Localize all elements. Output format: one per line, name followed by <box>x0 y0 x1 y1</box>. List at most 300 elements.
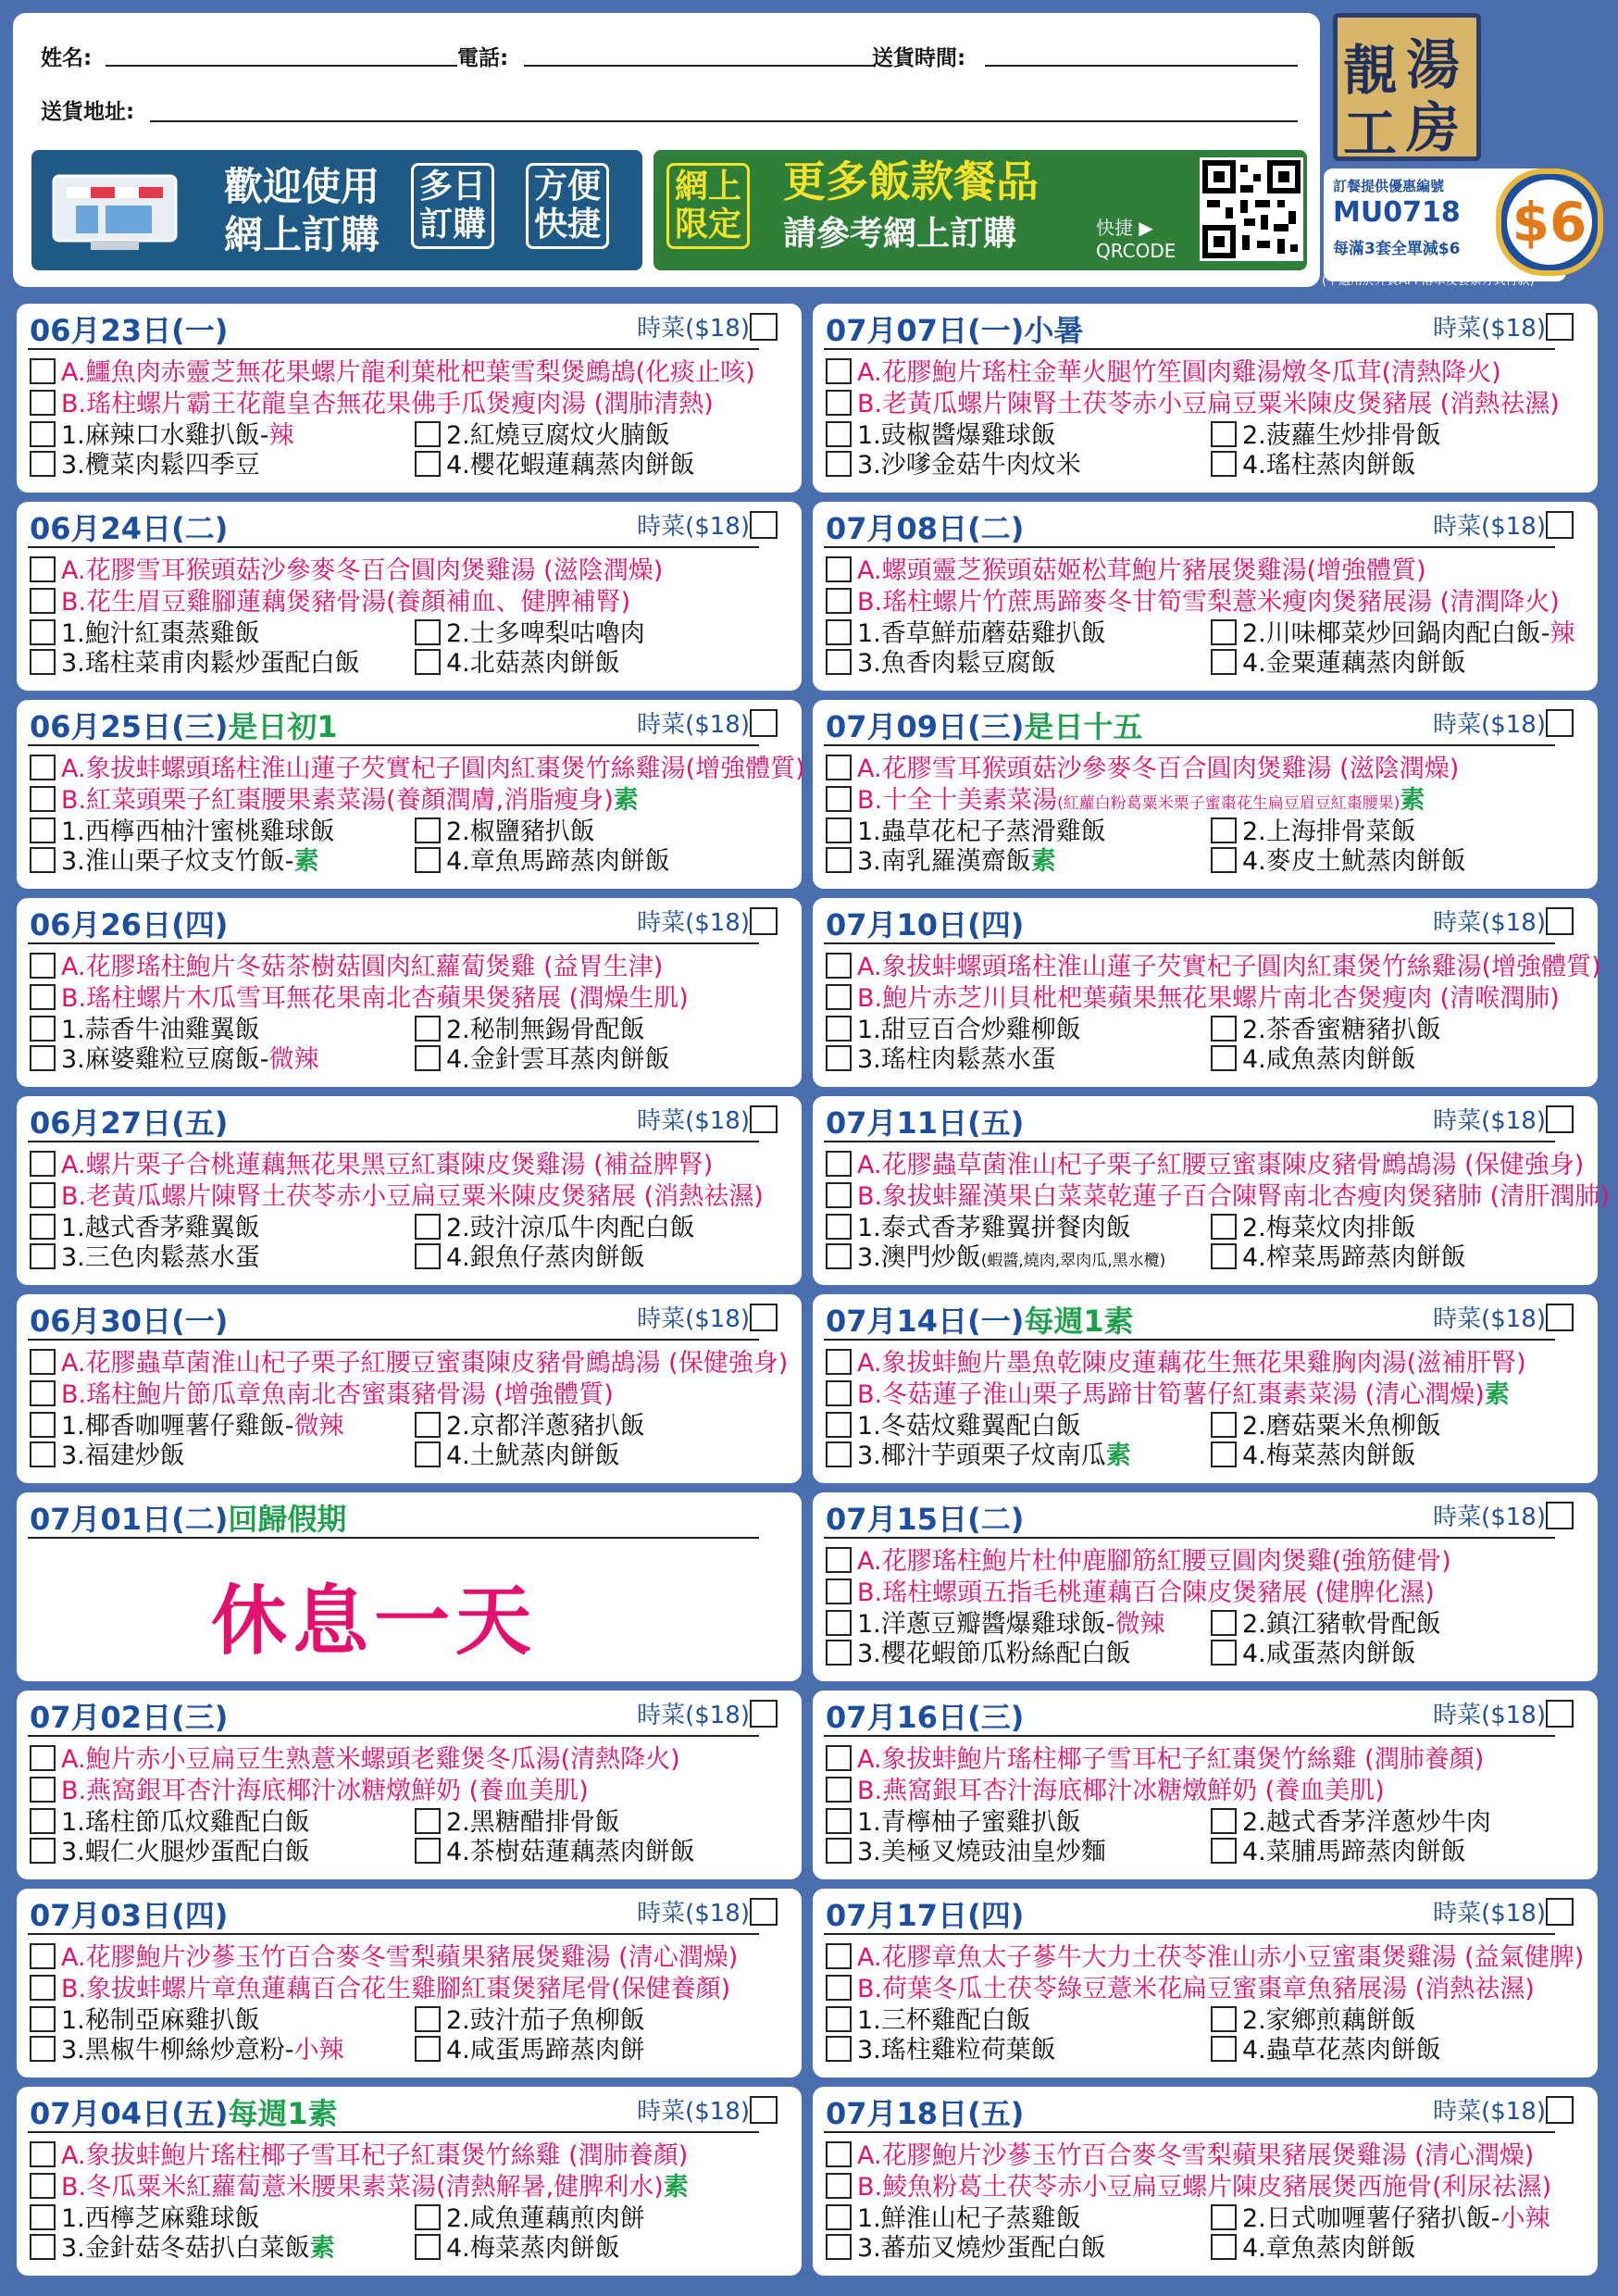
soup-b-checkbox[interactable] <box>826 786 852 812</box>
meal-m3-checkbox[interactable] <box>30 847 56 873</box>
meal-m4-checkbox[interactable] <box>1211 1640 1237 1666</box>
soup-b-checkbox[interactable] <box>30 1182 56 1208</box>
meal-m2-label: 2.越式香茅洋蔥炒牛肉 <box>1242 1808 1491 1837</box>
veg-checkbox[interactable] <box>750 1700 778 1728</box>
soup-b-row <box>826 587 1560 618</box>
meal-m2-checkbox[interactable] <box>415 1808 441 1834</box>
meal-m2-checkbox[interactable] <box>1211 1214 1237 1240</box>
day-card <box>813 1492 1598 1681</box>
soup-b-label: B.花生眉豆雞腳蓮藕煲豬骨湯(養顏補血、健脾補腎) <box>61 588 631 617</box>
day-card <box>17 2087 802 2276</box>
day-card <box>17 700 805 889</box>
meal-m3-label: 3.美極叉燒豉油皇炒麵 <box>857 1838 1106 1866</box>
meal-m1-checkbox[interactable] <box>826 1610 852 1636</box>
veg-price-label: 時菜($18) <box>1433 1305 1546 1333</box>
meal-m2-checkbox[interactable] <box>1211 421 1237 447</box>
meal-m1-checkbox[interactable] <box>30 421 56 447</box>
day-date <box>30 1694 228 1737</box>
meal-m1-row <box>30 1807 310 1839</box>
meal-m1-checkbox[interactable] <box>826 2204 852 2230</box>
meal-m1-checkbox[interactable] <box>826 1016 852 1042</box>
date-underline <box>824 1537 1555 1539</box>
veg-checkbox[interactable] <box>1546 2096 1574 2124</box>
meal-m3-checkbox[interactable] <box>826 2036 852 2062</box>
meal-m4-checkbox[interactable] <box>415 1838 441 1864</box>
soup-a-checkbox[interactable] <box>30 1943 56 1969</box>
soup-b-row <box>826 1776 1385 1807</box>
meal-m3-row <box>30 648 360 680</box>
soup-b-checkbox[interactable] <box>826 1975 852 2001</box>
meal-m4-checkbox[interactable] <box>415 451 441 477</box>
veg-checkbox[interactable] <box>1546 1304 1574 1331</box>
date-note: 是日十五 <box>1024 709 1143 744</box>
soup-a-row <box>826 1150 1584 1181</box>
veg-checkbox[interactable] <box>750 1105 778 1133</box>
date-label: 06月30日(一) <box>30 1304 229 1339</box>
soup-a-row <box>30 754 805 785</box>
meal-m3-row <box>826 1242 1165 1274</box>
soup-a-checkbox[interactable] <box>826 358 852 384</box>
soup-b-row <box>826 983 1560 1015</box>
date-label: 06月23日(一) <box>30 313 229 348</box>
soup-a-label: A.花膠鮑片沙蔘玉竹百合麥冬雪梨蘋果豬展煲雞湯 (清心潤燥) <box>857 2141 1535 2170</box>
meal-m4-row <box>1211 846 1466 878</box>
meal-m1-checkbox[interactable] <box>30 1412 56 1438</box>
date-label: 07月01日(二) <box>30 1502 229 1537</box>
meal-m1-checkbox[interactable] <box>30 2006 56 2032</box>
meal-m2-checkbox[interactable] <box>1211 1808 1237 1834</box>
soup-a-checkbox[interactable] <box>826 1151 852 1177</box>
soup-b-label: B.瑤柱螺片霸王花龍皇杏無花果佛手瓜煲瘦肉湯 (潤肺清熱) <box>61 390 714 418</box>
meal-m3-row <box>30 2035 344 2066</box>
spice-tag: 素 <box>1105 1441 1131 1470</box>
meal-m1-row <box>30 420 294 452</box>
day-date <box>30 1892 228 1935</box>
soup-b-checkbox[interactable] <box>826 1380 852 1406</box>
soup-a-label: A.花膠蟲草菌淮山杞子栗子紅腰豆蜜棗陳皮豬骨鷓鴣湯 (保健強身) <box>61 1349 789 1378</box>
meal-m4-label: 4.菜脯馬蹄蒸肉餅飯 <box>1242 1838 1466 1866</box>
meal-m4-checkbox[interactable] <box>1211 847 1237 873</box>
soup-a-row <box>826 1744 1484 1776</box>
address-label: 送貨地址: <box>41 100 135 124</box>
meal-m2-row <box>415 1015 645 1046</box>
soup-a-checkbox[interactable] <box>826 1547 852 1573</box>
veg-checkbox[interactable] <box>750 511 778 539</box>
meal-m1-checkbox[interactable] <box>30 619 56 645</box>
meal-m1-checkbox[interactable] <box>30 2204 56 2230</box>
meal-m2-row <box>415 1213 695 1244</box>
meal-m3-row <box>826 1639 1131 1670</box>
meal-m4-row <box>1211 1242 1466 1274</box>
veg-price-label: 時菜($18) <box>637 1900 750 1928</box>
meal-m3-checkbox[interactable] <box>30 1045 56 1071</box>
meal-m3-row <box>30 1242 260 1274</box>
date-underline <box>824 2131 1555 2133</box>
meal-m2-label: 2.士多啤梨咕嚕肉 <box>446 619 645 648</box>
veg-price-label: 時菜($18) <box>637 909 750 937</box>
soup-b-row <box>826 2172 1551 2203</box>
veg-checkbox[interactable] <box>750 313 778 341</box>
name-label: 姓名: <box>41 46 93 70</box>
soup-a-checkbox[interactable] <box>826 1349 852 1375</box>
meal-m4-checkbox[interactable] <box>415 1045 441 1071</box>
date-label: 07月07日(一)小暑 <box>826 313 1084 348</box>
day-card <box>17 898 802 1087</box>
meal-m4-checkbox[interactable] <box>1211 451 1237 477</box>
meal-m2-row <box>1211 420 1441 452</box>
meal-m2-checkbox[interactable] <box>415 1214 441 1240</box>
veg-price-label: 時菜($18) <box>637 711 750 739</box>
soup-a-checkbox[interactable] <box>826 556 852 582</box>
soup-b-checkbox[interactable] <box>826 2173 852 2199</box>
date-label: 07月11日(五) <box>826 1105 1025 1141</box>
soup-a-checkbox[interactable] <box>30 755 56 780</box>
meal-m3-label: 3.麻婆雞粒豆腐飯- <box>61 1045 269 1074</box>
meal-m1-checkbox[interactable] <box>826 1808 852 1834</box>
veg-checkbox[interactable] <box>1546 511 1574 539</box>
meal-m2-checkbox[interactable] <box>415 2204 441 2230</box>
soup-a-checkbox[interactable] <box>826 1943 852 1969</box>
meal-m4-row <box>1211 2233 1416 2265</box>
meal-m1-row <box>826 1609 1165 1641</box>
meal-m3-checkbox[interactable] <box>826 1640 852 1666</box>
meal-m3-checkbox[interactable] <box>30 2036 56 2062</box>
soup-b-label: B.燕窩銀耳杏汁海底椰汁冰糖燉鮮奶 (養血美肌) <box>61 1777 589 1805</box>
meal-m3-checkbox[interactable] <box>30 1838 56 1864</box>
meal-m3-label: 3.三色肉鬆蒸水蛋 <box>61 1243 260 1272</box>
soup-b-checkbox[interactable] <box>826 588 852 614</box>
spice-tag: 辣 <box>1550 619 1575 648</box>
meal-m3-label: 3.沙嗲金菇牛肉炆米 <box>857 451 1081 480</box>
meal-m4-row <box>1211 1441 1416 1472</box>
meal-m1-label: 1.香草鮮茄蘑菇雞扒飯 <box>857 619 1106 648</box>
soup-b-row <box>826 1181 1610 1213</box>
date-note: 每週1素 <box>1024 1304 1134 1339</box>
soup-b-checkbox[interactable] <box>826 1182 852 1208</box>
soup-a-checkbox[interactable] <box>826 953 852 979</box>
soup-a-checkbox[interactable] <box>30 1349 56 1375</box>
meal-m2-checkbox[interactable] <box>415 1016 441 1042</box>
meal-m1-checkbox[interactable] <box>30 1016 56 1042</box>
date-label: 06月26日(四) <box>30 907 229 942</box>
meal-m1-checkbox[interactable] <box>30 817 56 843</box>
meal-m1-row <box>826 2005 1031 2037</box>
soup-b-row <box>30 983 689 1015</box>
veg-price-label: 時菜($18) <box>1433 1504 1546 1531</box>
soup-a-label: A.象拔蚌鮑片瑤柱椰子雪耳杞子紅棗煲竹絲雞 (潤肺養顏) <box>61 2141 689 2170</box>
meal-m1-row <box>30 1015 260 1046</box>
meal-m3-checkbox[interactable] <box>826 847 852 873</box>
delivery-time-field[interactable] <box>985 65 1298 67</box>
day-card <box>813 1294 1598 1483</box>
meal-m3-label: 3.澳門炒飯 <box>857 1243 981 1272</box>
date-note: 每週1素 <box>228 2096 338 2131</box>
soup-a-label: A.花膠鮑片瑤柱金華火腿竹笙圓肉雞湯燉冬瓜茸(清熱降火) <box>857 358 1501 387</box>
meal-m4-row <box>415 2233 620 2265</box>
date-underline <box>28 1735 759 1737</box>
soup-b-label: B.鮑片赤芝川貝枇杷葉蘋果無花果螺片南北杏煲瘦肉 (清喉潤肺) <box>857 984 1560 1013</box>
veg-checkbox[interactable] <box>1546 709 1574 737</box>
meal-m3-label: 3.南乳羅漢齋飯 <box>857 847 1031 876</box>
meal-m3-row <box>826 648 1056 680</box>
meal-m2-checkbox[interactable] <box>415 619 441 645</box>
name-field[interactable] <box>106 65 457 67</box>
meal-m4-checkbox[interactable] <box>415 1441 441 1467</box>
meal-m3-checkbox[interactable] <box>826 649 852 675</box>
meal-m2-checkbox[interactable] <box>1211 2204 1237 2230</box>
meal-m4-label: 4.咸蛋蒸肉餅飯 <box>1242 1640 1416 1668</box>
veg-checkbox[interactable] <box>1546 907 1574 935</box>
meal-m2-row <box>415 2005 645 2037</box>
soup-b-checkbox[interactable] <box>826 1777 852 1803</box>
soup-b-row <box>30 587 630 618</box>
date-label: 07月10日(四) <box>826 907 1025 942</box>
veg-tag: 素 <box>1400 786 1425 815</box>
soup-a-label: A.象拔蚌螺頭瑤柱淮山蓮子芡實杞子圓肉紅棗煲竹絲雞湯(增強體質) <box>61 755 805 783</box>
meal-m3-checkbox[interactable] <box>30 1243 56 1269</box>
banner1-line1: 歡迎使用 <box>224 164 380 209</box>
soup-a-label: A.螺片栗子合桃蓮藕無花果黑豆紅棗陳皮煲雞湯 (補益脾腎) <box>61 1151 714 1179</box>
meal-m4-checkbox[interactable] <box>1211 1441 1237 1467</box>
meal-m2-checkbox[interactable] <box>1211 817 1237 843</box>
day-card <box>17 502 802 691</box>
meal-m4-checkbox[interactable] <box>415 649 441 675</box>
veg-checkbox[interactable] <box>750 2096 778 2124</box>
day-date <box>30 704 338 746</box>
soup-b-row <box>30 1379 614 1411</box>
veg-checkbox[interactable] <box>1546 313 1574 341</box>
veg-price-label: 時菜($18) <box>1433 909 1546 937</box>
soup-b-row <box>30 785 639 817</box>
meal-m3-checkbox[interactable] <box>30 1441 56 1467</box>
soup-b-checkbox[interactable] <box>826 390 852 416</box>
date-underline <box>824 348 1555 350</box>
soup-a-checkbox[interactable] <box>30 2141 56 2167</box>
meal-m1-row <box>826 1411 1081 1442</box>
soup-b-row <box>30 1181 764 1213</box>
meal-m1-checkbox[interactable] <box>826 421 852 447</box>
veg-price-label: 時菜($18) <box>1433 2098 1546 2126</box>
soup-b-checkbox[interactable] <box>826 984 852 1010</box>
spice-tag: 微辣 <box>293 1412 344 1441</box>
meal-m3-row <box>826 2035 1056 2066</box>
meal-m2-checkbox[interactable] <box>1211 1412 1237 1438</box>
meal-m3-checkbox[interactable] <box>826 2234 852 2260</box>
meal-m3-checkbox[interactable] <box>30 451 56 477</box>
meal-m3-label: 3.蕃茄叉燒炒蛋配白飯 <box>857 2234 1106 2263</box>
date-underline <box>824 942 1555 944</box>
meal-m3-checkbox[interactable] <box>30 2234 56 2260</box>
soup-b-label: B.鯪魚粉葛土茯苓赤小豆扁豆螺片陳皮豬展煲西施骨(利尿祛濕) <box>857 2173 1552 2202</box>
meal-m1-row <box>826 618 1106 650</box>
soup-a-checkbox[interactable] <box>826 1745 852 1771</box>
meal-m4-checkbox[interactable] <box>1211 1045 1237 1071</box>
soup-a-checkbox[interactable] <box>826 2141 852 2167</box>
soup-a-checkbox[interactable] <box>30 358 56 384</box>
online-exclusive-badge: 網上 限定 <box>666 163 750 249</box>
date-label: 06月24日(二) <box>30 511 229 546</box>
day-date <box>826 1694 1024 1737</box>
veg-checkbox[interactable] <box>1546 1105 1574 1133</box>
soup-a-label: A.花膠雪耳猴頭菇沙參麥冬百合圓肉煲雞湯 (滋陰潤燥) <box>857 755 1460 783</box>
meal-m4-checkbox[interactable] <box>415 847 441 873</box>
date-underline <box>824 546 1555 548</box>
meal-m4-label: 4.麥皮土魷蒸肉餅飯 <box>1242 847 1466 876</box>
soup-b-checkbox[interactable] <box>826 1578 852 1604</box>
date-label: 07月14日(一) <box>826 1304 1025 1339</box>
meal-m3-label: 3.蝦仁火腿炒蛋配白飯 <box>61 1838 310 1866</box>
day-date <box>30 1298 228 1341</box>
meal-m1-checkbox[interactable] <box>826 817 852 843</box>
day-card <box>813 1889 1598 2078</box>
meal-m3-checkbox[interactable] <box>30 649 56 675</box>
meal-m3-checkbox[interactable] <box>826 451 852 477</box>
meal-m3-label: 3.福建炒飯 <box>61 1441 185 1470</box>
soup-a-row <box>826 2140 1534 2172</box>
meal-m1-checkbox[interactable] <box>826 1214 852 1240</box>
meal-m4-checkbox[interactable] <box>1211 1838 1237 1864</box>
qr-label: 快捷 ▶ QRCODE <box>1096 217 1176 262</box>
meal-m1-checkbox[interactable] <box>826 1412 852 1438</box>
meal-m3-row <box>30 1044 319 1076</box>
soup-b-checkbox[interactable] <box>30 390 56 416</box>
soup-b-label: B.冬瓜粟米紅蘿蔔薏米腰果素菜湯(清熱解暑,健脾利水) <box>61 2173 664 2202</box>
soup-b-checkbox[interactable] <box>30 1975 56 2001</box>
soup-a-checkbox[interactable] <box>30 556 56 582</box>
meal-m4-label: 4.土魷蒸肉餅飯 <box>446 1441 620 1470</box>
meal-m2-label: 2.上海排骨菜飯 <box>1242 817 1416 846</box>
meal-m4-checkbox[interactable] <box>415 2234 441 2260</box>
online-exclusive-banner[interactable] <box>653 150 1307 270</box>
soup-b-row <box>826 785 1425 817</box>
spice-tag: 小辣 <box>293 2036 344 2065</box>
day-card <box>813 2087 1598 2276</box>
meal-m3-checkbox[interactable] <box>826 1441 852 1467</box>
veg-price-label: 時菜($18) <box>1433 1702 1546 1729</box>
meal-m1-label: 1.青檸柚子蜜雞扒飯 <box>857 1808 1081 1837</box>
meal-m4-checkbox[interactable] <box>415 2036 441 2062</box>
veg-checkbox[interactable] <box>750 1304 778 1331</box>
meal-m1-checkbox[interactable] <box>30 1808 56 1834</box>
meal-m2-checkbox[interactable] <box>1211 1016 1237 1042</box>
day-card <box>813 304 1598 493</box>
date-label: 07月17日(四) <box>826 1898 1025 1933</box>
day-card <box>813 700 1598 889</box>
meal-m2-row <box>1211 1807 1491 1839</box>
meal-m2-row <box>1211 1411 1441 1442</box>
soup-b-checkbox[interactable] <box>30 1777 56 1803</box>
soup-a-checkbox[interactable] <box>30 1151 56 1177</box>
meal-m1-checkbox[interactable] <box>826 619 852 645</box>
logo-char-2: 湯 <box>1406 33 1461 96</box>
date-underline <box>28 2131 759 2133</box>
date-label: 06月25日(三) <box>30 709 229 744</box>
meal-m2-checkbox[interactable] <box>415 1412 441 1438</box>
day-card <box>813 898 1601 1087</box>
meal-m4-checkbox[interactable] <box>415 1243 441 1269</box>
meal-m2-label: 2.鎮江豬軟骨配飯 <box>1242 1610 1441 1639</box>
meal-m2-checkbox[interactable] <box>415 421 441 447</box>
meal-m4-row <box>415 1441 620 1472</box>
meal-m3-label: 3.黑椒牛柳絲炒意粉- <box>61 2036 294 2065</box>
soup-b-checkbox[interactable] <box>30 786 56 812</box>
veg-checkbox[interactable] <box>750 1898 778 1926</box>
veg-checkbox[interactable] <box>1546 1898 1574 1926</box>
soup-b-checkbox[interactable] <box>30 2173 56 2199</box>
promo-desc: 每滿3套全單減$6 <box>1333 240 1461 258</box>
meal-m3-checkbox[interactable] <box>826 1045 852 1071</box>
soup-a-row <box>30 1744 680 1776</box>
soup-b-label: B.瑤柱鮑片節瓜章魚南北杏蜜棗豬骨湯 (增強體質) <box>61 1380 614 1409</box>
veg-checkbox[interactable] <box>1546 1502 1574 1529</box>
soup-a-checkbox[interactable] <box>30 1745 56 1771</box>
address-field[interactable] <box>150 120 1298 122</box>
veg-checkbox[interactable] <box>750 907 778 935</box>
soup-b-checkbox[interactable] <box>30 984 56 1010</box>
date-label: 07月03日(四) <box>30 1898 229 1933</box>
meal-m2-row <box>415 817 595 848</box>
soup-a-row <box>826 1348 1526 1379</box>
meal-m2-checkbox[interactable] <box>415 817 441 843</box>
meal-m3-row <box>826 1837 1106 1868</box>
meal-m1-row <box>826 2203 1081 2235</box>
meal-m3-label: 3.瑤柱肉鬆蒸水蛋 <box>857 1045 1056 1074</box>
meal-m4-checkbox[interactable] <box>1211 1243 1237 1269</box>
soup-a-row <box>826 754 1459 785</box>
meal-m2-checkbox[interactable] <box>415 2006 441 2032</box>
soup-a-checkbox[interactable] <box>826 755 852 780</box>
day-card <box>813 1691 1598 1879</box>
soup-b-checkbox[interactable] <box>30 1380 56 1406</box>
qrcode-icon[interactable] <box>1200 157 1303 261</box>
meal-m3-checkbox[interactable] <box>826 1838 852 1864</box>
soup-a-row <box>30 357 755 389</box>
soup-a-label: A.花膠瑤柱鮑片冬菇茶樹菇圓肉紅蘿蔔煲雞 (益胃生津) <box>61 953 664 981</box>
meal-m4-checkbox[interactable] <box>1211 649 1237 675</box>
meal-m2-checkbox[interactable] <box>1211 619 1237 645</box>
meal-m4-row <box>1211 1044 1416 1076</box>
veg-tag: 素 <box>663 2173 689 2202</box>
meal-m1-label: 1.麻辣口水雞扒飯- <box>61 421 269 450</box>
soup-a-checkbox[interactable] <box>30 953 56 979</box>
veg-price-label: 時菜($18) <box>637 2098 750 2126</box>
meal-m1-checkbox[interactable] <box>30 1214 56 1240</box>
meal-m1-row <box>826 817 1106 848</box>
meal-m1-label: 1.蒜香牛油雞翼飯 <box>61 1016 260 1044</box>
veg-checkbox[interactable] <box>750 709 778 737</box>
meal-m2-checkbox[interactable] <box>1211 2006 1237 2032</box>
day-date <box>826 307 1083 350</box>
meal-m4-row <box>415 1242 645 1274</box>
meal-m2-row <box>1211 1609 1441 1641</box>
meal-m2-label: 2.京都洋蔥豬扒飯 <box>446 1412 645 1441</box>
meal-m4-checkbox[interactable] <box>1211 2234 1237 2260</box>
meal-m1-label: 1.甜豆百合炒雞柳飯 <box>857 1016 1081 1044</box>
soup-b-checkbox[interactable] <box>30 588 56 614</box>
meal-m2-checkbox[interactable] <box>1211 1610 1237 1636</box>
meal-m4-label: 4.梅菜蒸肉餅飯 <box>1242 1441 1416 1470</box>
phone-field[interactable] <box>524 65 876 67</box>
meal-m4-checkbox[interactable] <box>1211 2036 1237 2062</box>
soup-b-label: B.老黃瓜螺片陳腎土茯苓赤小豆扁豆粟米陳皮煲豬展 (消熱祛濕) <box>857 390 1560 418</box>
veg-checkbox[interactable] <box>1546 1700 1574 1728</box>
date-label: 07月04日(五) <box>30 2096 229 2131</box>
day-date <box>30 1100 228 1142</box>
meal-m2-row <box>415 420 670 452</box>
meal-m1-label: 1.洋蔥豆瓣醬爆雞球飯- <box>857 1610 1115 1639</box>
meal-m1-checkbox[interactable] <box>826 2006 852 2032</box>
meal-m3-checkbox[interactable] <box>826 1243 852 1269</box>
